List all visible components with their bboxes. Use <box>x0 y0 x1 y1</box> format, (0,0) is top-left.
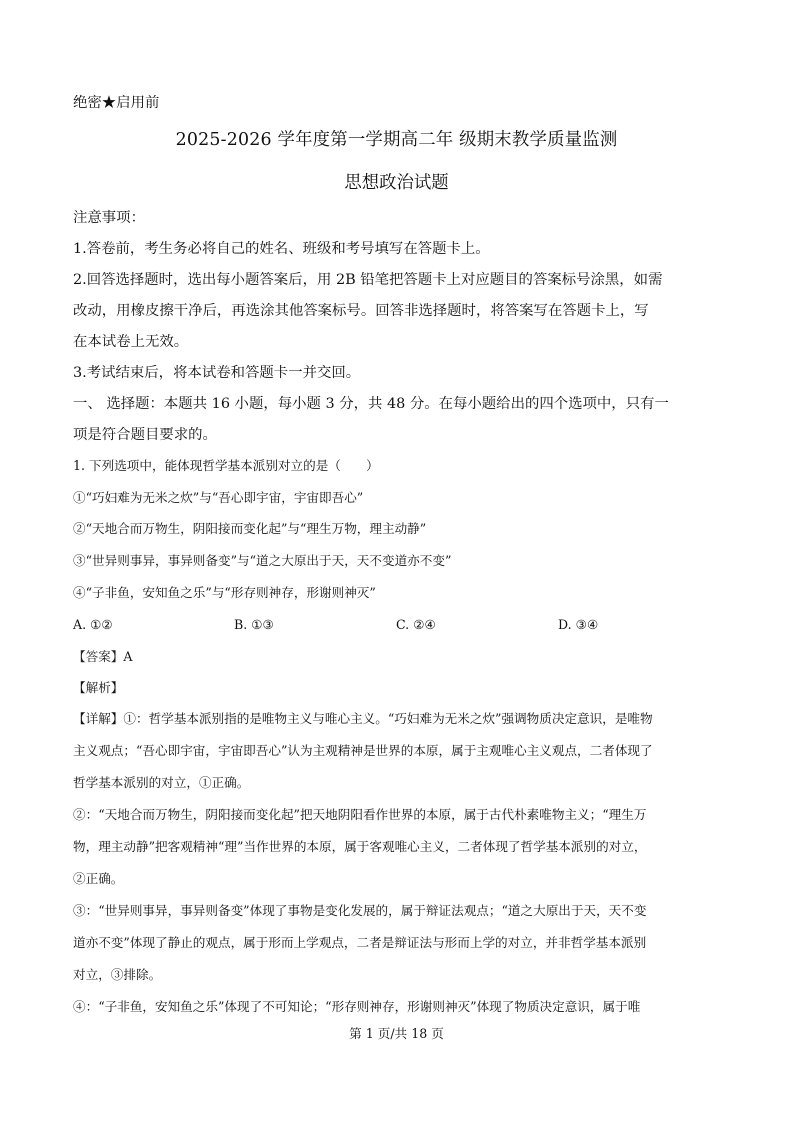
question-statement: ①“巧妇难为无米之炊”与“吾心即宇宙，宇宙即吾心” <box>73 490 364 505</box>
question-statement: ④“子非鱼，安知鱼之乐”与“形存则神存，形谢则神灭” <box>73 585 376 600</box>
section-instruction: 一、 选择题：本题共 16 小题，每小题 3 分，共 48 分。在每小题给出的四个选项中，只有一 <box>73 396 669 412</box>
option-b: B. ①③ <box>234 617 274 632</box>
explanation-line: 【详解】①：哲学基本派别指的是唯物主义与唯心主义。“巧妇难为无米之炊”强调物质决定意识，是唯物 <box>73 711 653 726</box>
page-title: 2025-2026 学年度第一学期高二年 级期末教学质量监测 <box>175 130 618 150</box>
confidential-label: 绝密★启用前 <box>73 95 160 111</box>
explanation-line: 主义观点；“吾心即宇宙，宇宙即吾心”认为主观精神是世界的本原，属于主观唯心主义观点，二者体现了 <box>73 743 653 758</box>
answer-options <box>73 616 725 634</box>
explanation-line: 哲学基本派别的对立，①正确。 <box>73 775 250 790</box>
answer-tag: 【答案】 <box>73 649 124 664</box>
question-statement: ③“世异则事异，事异则备变”与“道之大原出于天，天不变道亦不变” <box>73 553 452 568</box>
question-stem: 1. 下列选项中，能体现哲学基本派别对立的是（ ） <box>73 458 379 473</box>
answer-line <box>73 648 725 666</box>
page-footer: 第 1 页/共 18 页 <box>349 1026 444 1041</box>
option-a: A. ①② <box>73 617 113 632</box>
notice-line: 改动，用橡皮擦干净后，再选涂其他答案标号。回答非选择题时，将答案写在答题卡上，写 <box>73 303 649 319</box>
question-statement: ②“天地合而万物生，阴阳接而变化起”与“理生万物，理主动静” <box>73 521 427 536</box>
notice-line: 在本试卷上无效。 <box>73 334 189 350</box>
option-d: D. ③④ <box>558 617 599 632</box>
explanation-line: ②正确。 <box>73 871 124 886</box>
explanation-line: 道亦不变”体现了静止的观点，属于形而上学观点，二者是辩证法与形而上学的对立，并非哲学基本派别 <box>73 935 647 950</box>
answer-value: A <box>123 649 133 664</box>
explanation-line: ④：“子非鱼，安知鱼之乐”体现了不可知论；“形存则神存，形谢则神灭”体现了物质决定意识，属于唯 <box>73 999 641 1014</box>
explanation-line: 物，理主动静”把客观精神“理”当作世界的本原，属于客观唯心主义，二者体现了哲学基本派别的对立， <box>73 839 647 854</box>
explanation-line: 对立，③排除。 <box>73 967 162 982</box>
notice-line: 1.答卷前，考生务必将自己的姓名、班级和考号填写在答题卡上。 <box>73 241 490 257</box>
notice-line: 3.考试结束后，将本试卷和答题卡一并交回。 <box>73 365 361 381</box>
analysis-tag: 【解析】 <box>73 680 124 695</box>
notice-line: 2.回答选择题时，选出每小题答案后，用 2B 铅笔把答题卡上对应题目的答案标号涂黑，如需 <box>73 272 663 288</box>
section-instruction: 项是符合题目要求的。 <box>73 427 217 443</box>
explanation-line: ③：“世异则事异，事异则备变”体现了事物是变化发展的，属于辩证法观点；“道之大原出于天，天不变 <box>73 903 647 918</box>
notice-heading: 注意事项： <box>73 210 145 226</box>
option-c: C. ②④ <box>396 617 436 632</box>
explanation-line: ②：“天地合而万物生，阴阳接而变化起”把天地阴阳看作世界的本原，属于古代朴素唯物主义；“理生万 <box>73 807 647 822</box>
page-subtitle: 思想政治试题 <box>344 173 449 193</box>
